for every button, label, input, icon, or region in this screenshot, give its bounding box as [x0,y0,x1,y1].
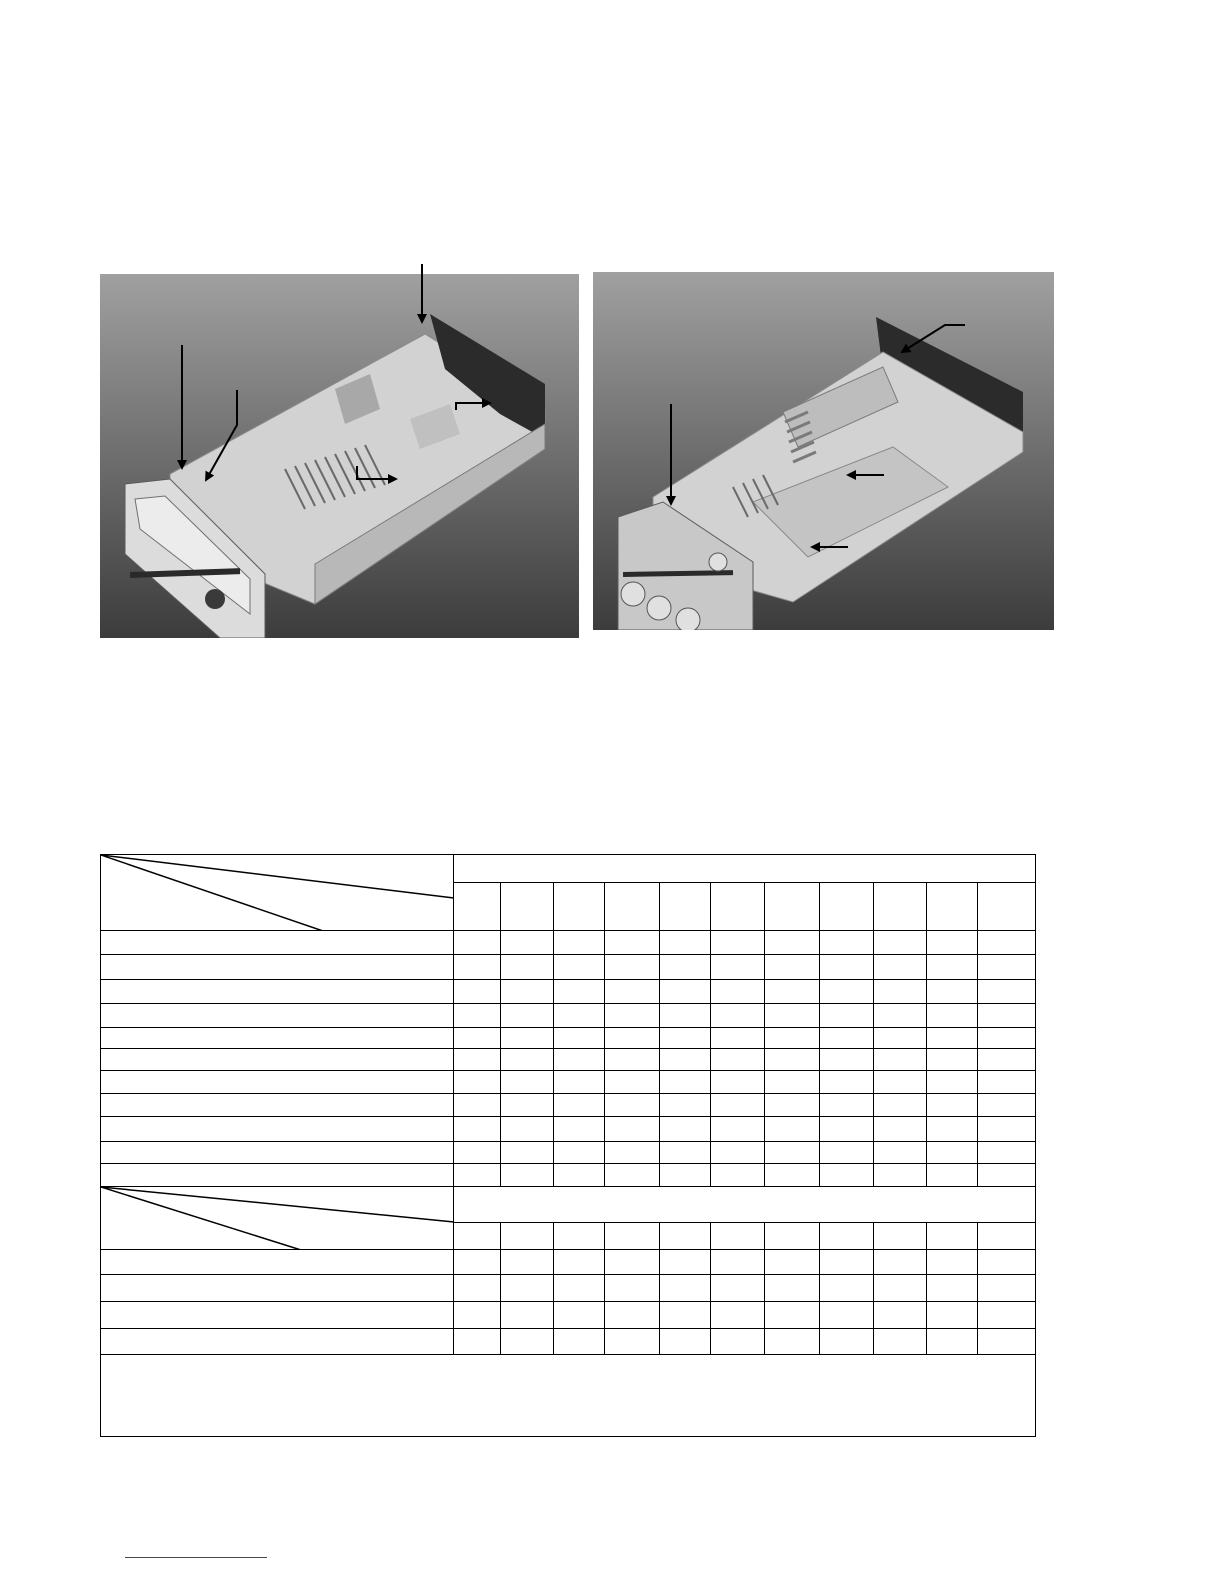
diagonal-header-lines [101,855,454,931]
chassis-photo-right-icon [593,272,1054,630]
table-row [101,1302,1036,1329]
table-row [101,1142,1036,1164]
table-header-row-3 [101,1187,1036,1223]
table-row [101,1049,1036,1071]
table-row [101,1071,1036,1094]
right-chassis-photo [593,272,1054,630]
table-row [101,1028,1036,1049]
footer-link-underline[interactable] [125,1557,267,1558]
diagonal-header-cell-2 [101,1187,454,1250]
table-row [101,1275,1036,1302]
table-row [101,1094,1036,1117]
diagonal-header-cell-1 [101,855,454,931]
data-table [100,854,1036,1437]
table-row [101,1329,1036,1355]
table-row [101,931,1036,955]
table-row [101,980,1036,1004]
left-chassis-photo [100,274,579,638]
table-header-span-1 [454,855,1036,883]
chassis-photo-left-icon [100,274,579,638]
diagonal-header-lines [101,1187,454,1250]
table-notes-cell [101,1355,1036,1437]
table-row [101,1250,1036,1275]
table-row [101,1117,1036,1142]
table-header-span-2 [454,1187,1036,1223]
table-row [101,1004,1036,1028]
table-row [101,1164,1036,1187]
table-header-row-1 [101,855,1036,883]
table-row [101,955,1036,980]
table-notes-row [101,1355,1036,1437]
